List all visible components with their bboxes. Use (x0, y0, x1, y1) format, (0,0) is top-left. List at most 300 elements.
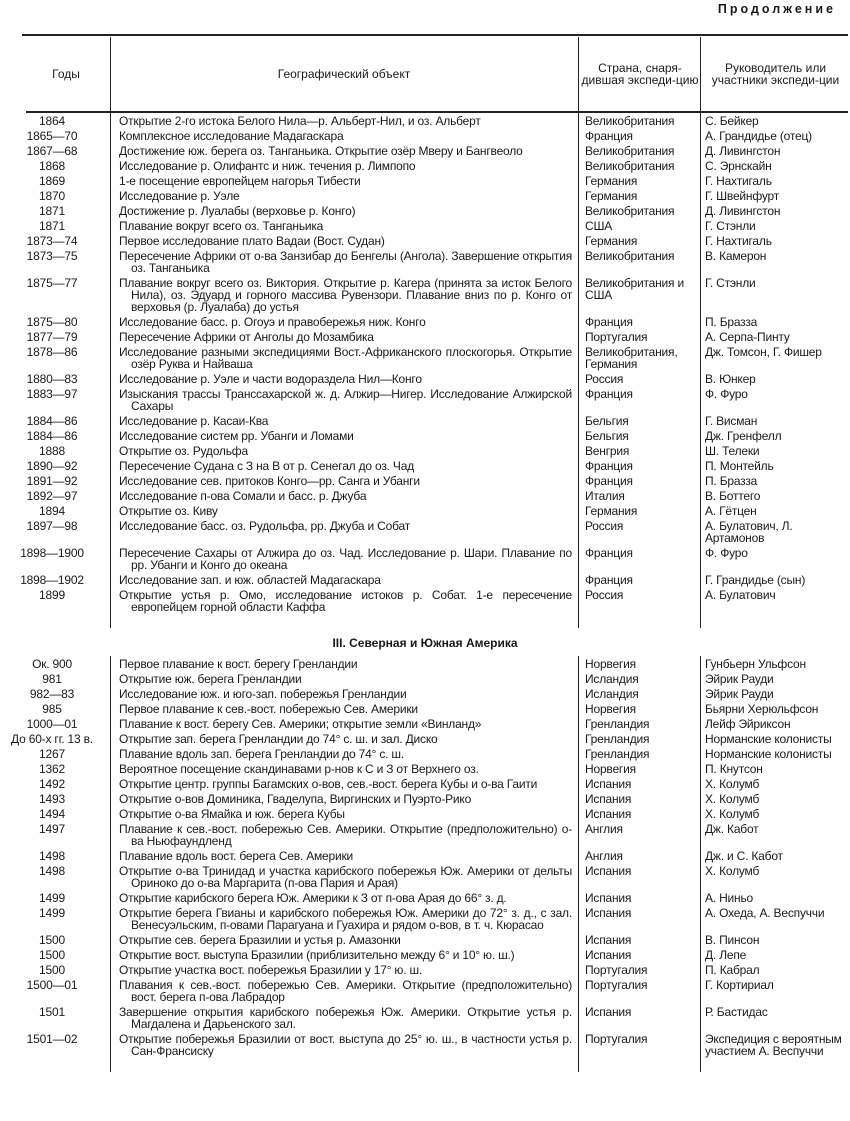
leader-cell (700, 1031, 850, 1058)
year-cell (0, 1004, 110, 1031)
object-cell-text: Открытие о-ва Ямайка и юж. берега Кубы (119, 807, 345, 821)
table-row (0, 428, 850, 443)
leader-cell-text: В. Камерон (705, 249, 767, 263)
leader-cell-text: Г. Висман (705, 414, 758, 428)
leader-cell (700, 701, 850, 716)
country-cell-text: Гренландия (585, 747, 650, 761)
object-cell-text: Открытие о-вов Доминика, Гваделупа, Виргинских и Пуэрто-Рико (119, 792, 472, 806)
object-cell-text: 1-е посещение европейцем нагорья Тибести (119, 174, 361, 188)
object-cell (110, 371, 578, 386)
year-cell (0, 791, 110, 806)
leader-cell-text: Дж. Томсон, Г. Фишер (705, 345, 822, 359)
country-cell-text: Гренландия (585, 732, 650, 746)
year-cell-text: 1884—86 (26, 414, 78, 428)
country-cell (578, 716, 700, 731)
year-cell (0, 248, 110, 275)
year-cell-text: 1899 (39, 588, 65, 602)
leader-cell (700, 572, 850, 587)
year-cell-text: 1497 (39, 822, 65, 836)
africa-table (0, 113, 850, 628)
leader-cell-text: П. Бразза (705, 315, 758, 329)
year-cell-text: 1868 (39, 159, 65, 173)
object-cell-text: Плавание вокруг всего оз. Танганьика (119, 219, 324, 233)
year-cell (0, 173, 110, 188)
object-cell-text: Плавание вокруг всего оз. Виктория. Открытие р. Кагера (принята за исток Белого Нила), оз. Эдуард и горного массива Рувензори. Плавание вниз по р. Конго от верховья (р. Луалаба) до устья (119, 276, 572, 314)
table-row (0, 158, 850, 173)
leader-cell (700, 344, 850, 371)
table-row (0, 545, 850, 572)
country-cell-text: Норвегия (585, 762, 636, 776)
country-cell (578, 656, 700, 671)
country-cell (578, 113, 700, 128)
table-row (0, 947, 850, 962)
object-cell-text: Исследование р. Олифантс и ниж. течения р. Лимпопо (119, 159, 416, 173)
object-cell (110, 890, 578, 905)
object-cell (110, 863, 578, 890)
object-cell (110, 386, 578, 413)
object-cell-text: Исследование юж. и юго-зап. побережья Гренландии (119, 687, 407, 701)
table-row (0, 518, 850, 545)
leader-cell-text: В. Пинсон (705, 933, 760, 947)
country-cell-text: Испания (585, 933, 632, 947)
leader-cell (700, 233, 850, 248)
object-cell-text: Открытие карибского берега Юж. Америки к З от п-ова Арая до 66° з. д. (119, 891, 507, 905)
year-cell-text: 1873—74 (26, 234, 78, 248)
year-cell (0, 413, 110, 428)
leader-cell (700, 761, 850, 776)
year-cell (0, 821, 110, 848)
table-row (0, 863, 850, 890)
table-body (0, 113, 850, 1072)
header-country: Страна, снаря-дившая экспеди-цию (581, 60, 699, 87)
leader-cell-text: П. Монтейль (705, 459, 774, 473)
year-cell (0, 863, 110, 890)
leader-cell-text: А. Охеда, А. Веспуччи (705, 906, 825, 920)
year-cell-text: 1498 (39, 864, 65, 878)
object-cell (110, 314, 578, 329)
leader-cell (700, 932, 850, 947)
year-cell (0, 488, 110, 503)
country-cell-text: Испания (585, 891, 632, 905)
object-cell-text: Исследование зап. и юж. областей Мадагаскара (119, 573, 381, 587)
country-cell (578, 821, 700, 848)
leader-cell-text: П. Кнутсон (705, 762, 763, 776)
leader-cell-text: Ш. Телеки (705, 444, 760, 458)
year-cell-text: 1888 (39, 444, 65, 458)
object-cell (110, 218, 578, 233)
country-cell-text: Россия (585, 372, 624, 386)
country-cell-text: Норвегия (585, 657, 636, 671)
country-cell-text: Франция (585, 474, 633, 488)
year-cell-text: 1362 (39, 762, 65, 776)
year-cell-text: 1500 (39, 933, 65, 947)
leader-cell (700, 503, 850, 518)
leader-cell (700, 587, 850, 614)
object-cell (110, 158, 578, 173)
object-cell (110, 572, 578, 587)
table-row (0, 890, 850, 905)
year-cell (0, 188, 110, 203)
table-row (0, 572, 850, 587)
country-cell (578, 443, 700, 458)
table-row (0, 218, 850, 233)
leader-cell-text: Г. Швейнфурт (705, 189, 780, 203)
leader-cell (700, 458, 850, 473)
year-cell-text: 1878—86 (26, 345, 78, 359)
leader-cell-text: В. Юнкер (705, 372, 756, 386)
year-cell (0, 158, 110, 173)
country-cell-text: Испания (585, 807, 632, 821)
leader-cell-text: Дж. и С. Кабот (705, 849, 783, 863)
country-cell-text: Великобритания (585, 114, 675, 128)
object-cell-text: Открытие берега Гвианы и карибского побережья Юж. Америки до 72° з. д., с зал. Венесуэльским, п-овами Парагуана и Гуахира и рядом о-вов, в т. ч. Кюрасао (119, 906, 572, 932)
country-cell (578, 905, 700, 932)
country-cell-text: Франция (585, 129, 633, 143)
country-cell-text: Великобритания, Германия (585, 345, 678, 371)
leader-cell-text: А. Гётцен (705, 504, 757, 518)
country-cell (578, 158, 700, 173)
year-cell-text: 1891—92 (26, 474, 78, 488)
country-cell-text: Англия (585, 849, 623, 863)
table-row (0, 932, 850, 947)
table-row (0, 458, 850, 473)
country-cell-text: Великобритания (585, 249, 675, 263)
object-cell (110, 458, 578, 473)
header-leader: Руководитель или участники экспеди-ции (711, 60, 840, 87)
object-cell-text: Завершение открытия карибского побережья Юж. Америки. Открытие устья р. Магдалена и Дарьенского зал. (119, 1005, 572, 1031)
leader-cell-text: Р. Бастидас (705, 1005, 768, 1019)
country-cell (578, 671, 700, 686)
year-cell-text: 982—83 (29, 687, 75, 701)
table-row (0, 344, 850, 371)
country-cell (578, 458, 700, 473)
country-cell (578, 503, 700, 518)
object-cell-text: Плавания к сев.-вост. побережью Сев. Америки. Открытие (предположительно) вост. берега п-ова Лабрадор (119, 978, 572, 1004)
table-row (0, 413, 850, 428)
country-cell (578, 371, 700, 386)
year-cell (0, 761, 110, 776)
leader-cell (700, 473, 850, 488)
object-cell-text: Открытие сев. берега Бразилии и устья р. Амазонки (119, 933, 401, 947)
table-row (0, 671, 850, 686)
section-title: III. Северная и Южная Америка (332, 636, 518, 650)
leader-cell (700, 962, 850, 977)
leader-cell-text: Норманские колонисты (705, 747, 832, 761)
country-cell-text: Россия (585, 519, 624, 533)
continuation-label: Продолжение (717, 2, 836, 16)
object-cell-text: Открытие центр. группы Багамских о-вов, сев.-вост. берега Кубы и о-ва Гаити (119, 777, 538, 791)
year-cell (0, 701, 110, 716)
country-cell (578, 701, 700, 716)
leader-cell (700, 746, 850, 761)
year-cell-text: 1884—86 (26, 429, 78, 443)
leader-cell-text: С. Эрнскайн (705, 159, 772, 173)
country-cell-text: Франция (585, 573, 633, 587)
leader-cell (700, 173, 850, 188)
leader-cell (700, 848, 850, 863)
year-cell (0, 545, 110, 572)
leader-cell (700, 443, 850, 458)
year-cell (0, 686, 110, 701)
leader-cell-text: А. Булатович, Л. Артамонов (705, 519, 793, 545)
leader-cell (700, 890, 850, 905)
leader-cell-text: Г. Кортириал (705, 978, 774, 992)
year-cell-text: 981 (42, 672, 62, 686)
object-cell (110, 545, 578, 572)
object-cell (110, 173, 578, 188)
year-cell (0, 671, 110, 686)
country-cell (578, 329, 700, 344)
country-cell (578, 863, 700, 890)
year-cell (0, 932, 110, 947)
year-cell (0, 890, 110, 905)
year-cell (0, 386, 110, 413)
country-cell-text: Германия (585, 234, 638, 248)
leader-cell-text: Экспедиция с вероятным участием А. Веспуччи (705, 1032, 842, 1058)
country-cell (578, 587, 700, 614)
table-row (0, 731, 850, 746)
object-cell-text: Вероятное посещение скандинавами р-нов к С и З от Верхнего оз. (119, 762, 479, 776)
object-cell (110, 587, 578, 614)
leader-cell-text: А. Булатович (705, 588, 776, 602)
year-cell-text: 1493 (39, 792, 65, 806)
table-row (0, 143, 850, 158)
object-cell (110, 329, 578, 344)
year-cell (0, 962, 110, 977)
year-cell (0, 143, 110, 158)
object-cell-text: Исследование басс. оз. Рудольфа, рр. Джуба и Собат (119, 519, 411, 533)
object-cell-text: Пересечение Африки от Анголы до Мозамбика (119, 330, 374, 344)
object-cell (110, 488, 578, 503)
table-row (0, 686, 850, 701)
country-cell (578, 806, 700, 821)
leader-cell-text: Дж. Кабот (705, 822, 759, 836)
object-cell-text: Исследование р. Уэле и части водораздела Нил—Конго (119, 372, 422, 386)
leader-cell (700, 218, 850, 233)
country-cell-text: Испания (585, 948, 632, 962)
country-cell (578, 1031, 700, 1058)
year-cell-text: 1892—97 (26, 489, 78, 503)
year-cell-text: 1871 (39, 204, 65, 218)
object-cell (110, 821, 578, 848)
object-cell (110, 791, 578, 806)
table-row (0, 113, 850, 128)
year-cell-text: 1864 (39, 114, 65, 128)
object-cell (110, 932, 578, 947)
country-cell-text: Исландия (585, 672, 639, 686)
year-cell-text: Ок. 900 (32, 657, 72, 671)
leader-cell-text: Эйрик Рауди (705, 687, 774, 701)
country-cell (578, 572, 700, 587)
table-row (0, 275, 850, 314)
year-cell (0, 329, 110, 344)
year-cell-text: 1898—1900 (20, 546, 84, 560)
country-cell (578, 890, 700, 905)
object-cell (110, 806, 578, 821)
year-cell-text: 1875—80 (26, 315, 78, 329)
country-cell (578, 275, 700, 314)
leader-cell-text: Норманские колонисты (705, 732, 832, 746)
country-cell-text: Великобритания (585, 204, 675, 218)
year-cell-text: 1498 (39, 849, 65, 863)
leader-cell (700, 413, 850, 428)
leader-cell-text: Д. Лепе (705, 948, 747, 962)
leader-cell (700, 371, 850, 386)
year-cell-text: 1267 (39, 747, 65, 761)
year-cell (0, 473, 110, 488)
table-row (0, 248, 850, 275)
country-cell-text: Испания (585, 777, 632, 791)
year-cell (0, 233, 110, 248)
year-cell (0, 113, 110, 128)
table-row (0, 314, 850, 329)
leader-cell (700, 143, 850, 158)
object-cell (110, 671, 578, 686)
year-cell (0, 428, 110, 443)
table-row (0, 203, 850, 218)
country-cell (578, 545, 700, 572)
object-cell-text: Исследование р. Уэле (119, 189, 240, 203)
table-row (0, 905, 850, 932)
country-cell-text: Великобритания и США (585, 276, 684, 302)
header-object: Географический объект (277, 66, 411, 81)
object-cell (110, 746, 578, 761)
leader-cell (700, 158, 850, 173)
country-cell (578, 188, 700, 203)
country-cell (578, 128, 700, 143)
country-cell-text: Бельгия (585, 429, 629, 443)
year-cell (0, 518, 110, 545)
header-years: Годы (52, 66, 80, 81)
year-cell (0, 731, 110, 746)
object-cell-text: Первое плавание к вост. берегу Гренландии (119, 657, 358, 671)
object-cell-text: Комплексное исследование Мадагаскара (119, 129, 344, 143)
country-cell (578, 173, 700, 188)
object-cell-text: Открытие зап. берега Гренландии до 74° с. ш. и зал. Диско (119, 732, 438, 746)
year-cell-text: 1867—68 (26, 144, 78, 158)
object-cell (110, 905, 578, 932)
leader-cell-text: Х. Колумб (705, 792, 760, 806)
country-cell-text: Англия (585, 822, 623, 836)
year-cell-text: 1870 (39, 189, 65, 203)
object-cell (110, 716, 578, 731)
leader-cell-text: Г. Грандидье (сын) (705, 573, 806, 587)
object-cell (110, 518, 578, 545)
leader-cell-text: Ф. Фуро (705, 387, 748, 401)
leader-cell (700, 821, 850, 848)
object-cell (110, 248, 578, 275)
leader-cell-text: А. Грандидье (отец) (705, 129, 812, 143)
leader-cell (700, 863, 850, 890)
year-cell-text: 1000—01 (26, 717, 78, 731)
year-cell (0, 587, 110, 614)
year-cell-text: 1875—77 (26, 276, 78, 290)
object-cell (110, 473, 578, 488)
leader-cell (700, 947, 850, 962)
year-cell-text: 1500 (39, 948, 65, 962)
spacer-cell (700, 614, 850, 628)
object-cell-text: Плавание вдоль зап. берега Гренландии до 74° с. ш. (119, 747, 404, 761)
object-cell (110, 701, 578, 716)
leader-cell (700, 1004, 850, 1031)
object-cell (110, 428, 578, 443)
object-cell (110, 413, 578, 428)
year-cell (0, 716, 110, 731)
object-cell (110, 203, 578, 218)
object-cell (110, 962, 578, 977)
year-cell-text: 1501 (39, 1005, 65, 1019)
leader-cell-text: Г. Стэнли (705, 219, 756, 233)
leader-cell-text: Лейф Эйриксон (705, 717, 791, 731)
year-cell (0, 443, 110, 458)
year-cell (0, 572, 110, 587)
country-cell (578, 776, 700, 791)
object-cell-text: Пересечение Судана с З на В от р. Сенегал до оз. Чад (119, 459, 414, 473)
leader-cell (700, 977, 850, 1004)
year-cell (0, 128, 110, 143)
year-cell-text: 1501—02 (26, 1032, 78, 1046)
object-cell (110, 344, 578, 371)
country-cell-text: Испания (585, 792, 632, 806)
year-cell (0, 746, 110, 761)
spacer-cell (0, 614, 110, 628)
leader-cell (700, 188, 850, 203)
object-cell-text: Открытие участка вост. побережья Бразилии у 17° ю. ш. (119, 963, 423, 977)
year-cell-text: 1897—98 (26, 519, 78, 533)
object-cell-text: Первое исследование плато Вадаи (Вост. Судан) (119, 234, 385, 248)
object-cell-text: Открытие оз. Киву (119, 504, 218, 518)
year-cell (0, 344, 110, 371)
table-row (0, 1031, 850, 1058)
table-row (0, 806, 850, 821)
country-cell (578, 848, 700, 863)
object-cell-text: Плавание вдоль вост. берега Сев. Америки (119, 849, 354, 863)
year-cell-text: 985 (42, 702, 62, 716)
object-cell (110, 1031, 578, 1058)
object-cell-text: Плавание к сев.-вост. побережью Сев. Америки. Открытие (предположительно) о-ва Ньюфаундленд (119, 822, 572, 848)
year-cell-text: 1500—01 (26, 978, 78, 992)
object-cell (110, 503, 578, 518)
year-cell (0, 947, 110, 962)
year-cell-text: 1890—92 (26, 459, 78, 473)
object-cell (110, 113, 578, 128)
table-row (0, 173, 850, 188)
year-cell-text: 1877—79 (26, 330, 78, 344)
year-cell-text: 1865—70 (26, 129, 78, 143)
leader-cell-text: Д. Ливингстон (705, 144, 781, 158)
table-row (0, 977, 850, 1004)
spacer-cell (578, 614, 700, 628)
country-cell (578, 473, 700, 488)
object-cell (110, 233, 578, 248)
leader-cell-text: А. Ниньо (705, 891, 753, 905)
object-cell (110, 143, 578, 158)
year-cell (0, 656, 110, 671)
leader-cell (700, 518, 850, 545)
leader-cell-text: А. Серпа-Пинту (705, 330, 790, 344)
country-cell-text: Франция (585, 315, 633, 329)
object-cell (110, 128, 578, 143)
leader-cell-text: Дж. Гренфелл (705, 429, 782, 443)
year-cell-text: 1499 (39, 906, 65, 920)
country-cell-text: Норвегия (585, 702, 636, 716)
leader-cell (700, 113, 850, 128)
spacer-cell (578, 1058, 700, 1072)
object-cell (110, 1004, 578, 1031)
header-top-rule (22, 34, 848, 36)
year-cell (0, 848, 110, 863)
table-row (0, 821, 850, 848)
